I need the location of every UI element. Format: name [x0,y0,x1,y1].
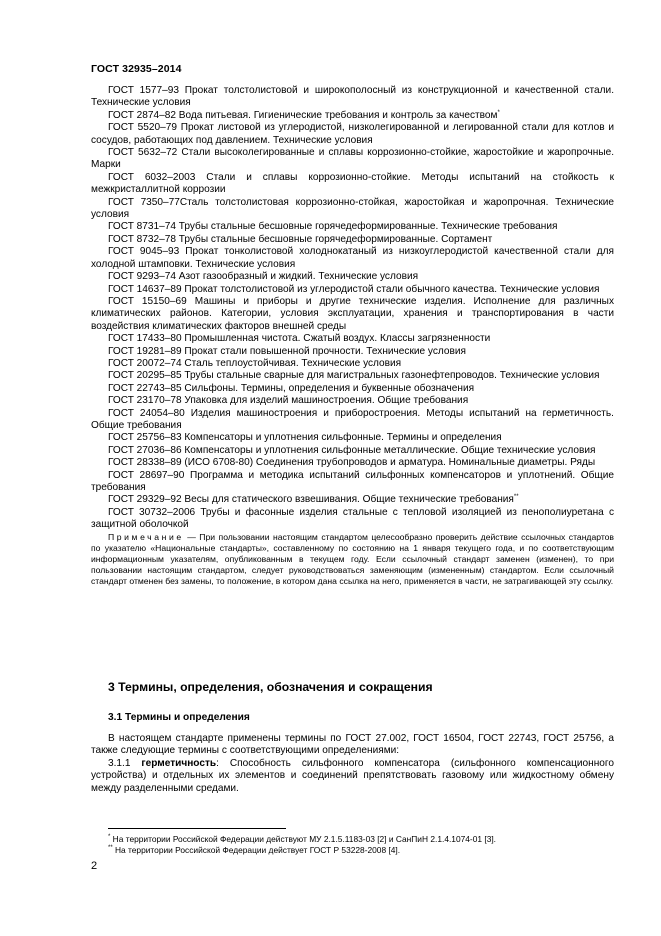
footnote [108,834,608,845]
reference-item [91,271,614,283]
footnote [108,845,608,856]
reference-item [91,432,614,444]
reference-item [91,284,614,296]
reference-text: ГОСТ 28697–90 Программа и методика испытаний сильфонных компенсаторов и уплотнений. Общие требования [91,469,614,493]
reference-text: ГОСТ 14637–89 Прокат толстолистовой из углеродистой стали обычного качества. Технические условия [108,283,600,295]
term-number: 3.1.1 [108,757,131,769]
reference-item [91,395,614,407]
reference-item [91,507,614,532]
reference-item [91,408,614,433]
reference-item [91,147,614,172]
term-name: герметичность [141,757,217,769]
reference-item [91,172,614,197]
note-text: — При пользовании настоящим стандартом целесообразно проверить действие ссылочных стандартов по указателю «Национальные стандарты», составленному по состоянию на 1 января текущего года, и по соответствующим информационным указателям, опубликованным в текущем году. Если ссылочный стандарт заменен (изменен), то при пользовании настоящим стандартом, следует руководствоваться заменяющим (измененным) стандартом. Если ссылочный стандарт отменен без замены, то положение, в котором дана ссылка на него, применяется в части, не затрагивающей эту ссылку. [91,531,615,587]
reference-text: ГОСТ 19281–89 Прокат стали повышенной прочности. Технические условия [108,345,466,357]
reference-text: ГОСТ 7350–77Сталь толстолистовая коррозионно-стойкая, жаростойкая и жаропрочная. Технические условия [91,196,614,221]
reference-text: ГОСТ 17433–80 Промышленная чистота. Сжатый воздух. Классы загрязненности [108,333,491,345]
reference-item [91,383,614,395]
footnote-text: На территории Российской Федерации действует ГОСТ Р 53228-2008 [4]. [115,844,401,855]
reference-item [91,346,614,358]
reference-item [91,333,614,345]
terms-intro: В настоящем стандарте применены термины по ГОСТ 27.002, ГОСТ 16504, ГОСТ 22743, ГОСТ 25756, а также следующие термины с соответствующими определениями: [91,733,614,757]
footnote-mark: * [108,834,111,840]
footnote-text: На территории Российской Федерации действуют МУ 2.1.5.1183-03 [2] и СанПиН 2.1.4.1074-01 [3]. [112,834,497,844]
subsection-heading: 3.1 Термины и определения [108,712,250,723]
term-definition: : Способность сильфонного компенсатора (сильфонного компенсационного устройства) и отдельных их элементов и соединений препятствовать газовому или жидкостному обмену между разделенными средами. [91,757,614,794]
reference-text: ГОСТ 2874–82 Вода питьевая. Гигиенические требования и контроль за качеством [108,109,498,121]
reference-item [91,296,614,333]
reference-text: ГОСТ 25756–83 Компенсаторы и уплотнения сильфонные. Термины и определения [108,432,502,444]
reference-item [91,221,614,233]
reference-item [91,470,614,495]
reference-text: ГОСТ 20072–74 Сталь теплоустойчивая. Технические условия [108,357,402,369]
reference-text: ГОСТ 23170–78 Упаковка для изделий машиностроения. Общие требования [108,395,469,407]
reference-text: ГОСТ 20295–85 Трубы стальные сварные для магистральных газонефтепроводов. Технические условия [108,370,600,382]
section-heading: 3 Термины, определения, обозначения и сокращения [108,680,433,694]
reference-item [91,494,614,506]
reference-text: ГОСТ 9045–93 Прокат тонколистовой холоднокатаный из низкоуглеродистой качественной стали для холодной штамповки. Технические условия [91,246,614,270]
reference-item [91,246,614,271]
document-header: ГОСТ 32935–2014 [91,63,182,75]
reference-text: ГОСТ 1577–93 Прокат толстолистовой и широкополосный из конструкционной и качественной стали. Технические условия [91,85,614,109]
page-number: 2 [91,860,98,872]
reference-text: ГОСТ 5520–79 Прокат листовой из углеродистой, низколегированной и легированной стали для котлов и сосудов, работающих под давлением. Технические условия [91,122,614,146]
note-label: Примечание [108,531,184,542]
reference-list [91,85,614,532]
terms-section [91,733,614,795]
reference-text: ГОСТ 5632–72 Стали высоколегированные и сплавы коррозионно-стойкие, жаростойкие и жаропрочные. Марки [91,147,614,171]
reference-text: ГОСТ 8731–74 Трубы стальные бесшовные горячедеформированные. Технические требования [108,221,558,233]
footnotes [108,834,608,855]
reference-item [91,110,614,122]
reference-text: ГОСТ 9293–74 Азот газообразный и жидкий. Технические условия [108,271,419,283]
reference-text: ГОСТ 29329–92 Весы для статического взвешивания. Общие технические требования [108,494,514,506]
reference-item [91,445,614,457]
reference-item [91,234,614,246]
term-entry [91,758,614,795]
reference-text: ГОСТ 28338–89 (ИСО 6708-80) Соединения трубопроводов и арматура. Номинальные диаметры. Ряды [108,457,596,469]
reference-item [91,85,614,110]
reference-text: ГОСТ 24054–80 Изделия машиностроения и приборостроения. Методы испытаний на герметичность. Общие требования [91,407,614,431]
reference-item [91,370,614,382]
reference-text: ГОСТ 30732–2006 Трубы и фасонные изделия стальные с тепловой изоляцией из пенополиуретана с защитной оболочкой [91,506,614,531]
footnote-mark: ** [513,494,519,501]
reference-text: ГОСТ 6032–2003 Стали и сплавы коррозионно-стойкие. Методы испытаний на стойкость к межкристаллитной коррозии [91,171,614,196]
reference-text: ГОСТ 27036–86 Компенсаторы и уплотнения сильфонные металлические. Общие технические условия [108,444,596,456]
note [91,532,614,588]
reference-item [91,457,614,469]
reference-text: ГОСТ 22743–85 Сильфоны. Термины, определения и буквенные обозначения [108,382,475,394]
footnote-mark: * [497,109,500,116]
footnote-mark: ** [108,844,113,851]
footnote-separator [108,828,286,829]
normative-references [91,85,614,588]
reference-item [91,358,614,370]
reference-text: ГОСТ 15150–69 Машины и приборы и другие технические изделия. Исполнение для различных климатических районов. Категории, условия эксплуатации, хранения и транспортирования в части воздействия климатических факторов внешней среды [91,295,614,332]
reference-item [91,197,614,222]
reference-item [91,122,614,147]
reference-text: ГОСТ 8732–78 Трубы стальные бесшовные горячедеформированные. Сортамент [108,233,493,245]
